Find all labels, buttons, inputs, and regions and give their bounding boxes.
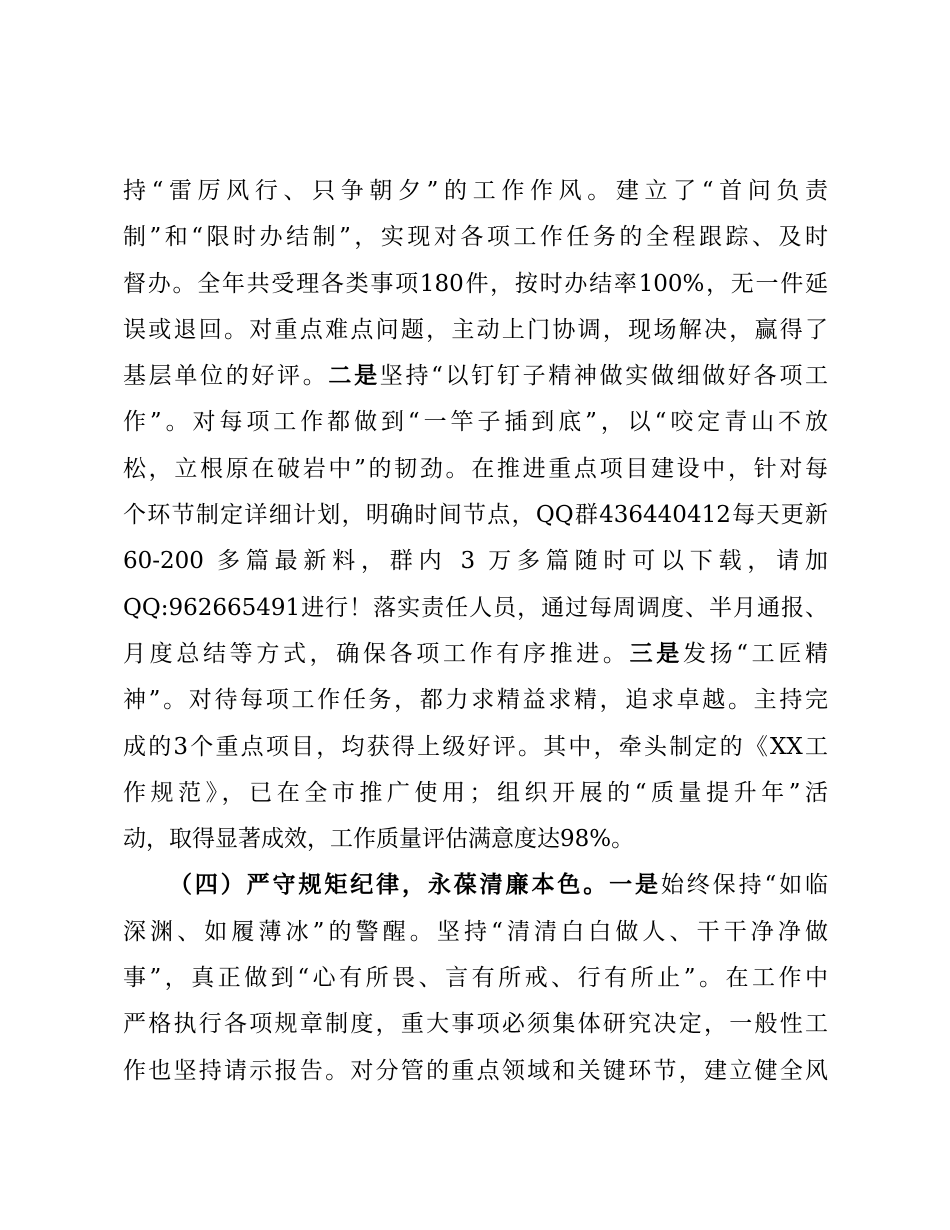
text-line-10	[123, 585, 828, 631]
text-run: 月度总结等方式，确保各项工作有序推进。	[123, 640, 630, 667]
bold-marker: 二是	[328, 362, 380, 390]
text-line-1	[123, 168, 828, 214]
text-run: 松，立根原在破岩中”的韧劲。在推进重点项目建设中，针对每	[123, 455, 828, 482]
section-heading: （四）严守规矩纪律，永葆清廉本色。	[169, 871, 610, 899]
text-run: 持“雷厉风行、只争朝夕”的工作作风。建立了“首问负责	[123, 178, 828, 204]
text-line-8	[123, 492, 828, 538]
text-line-13	[123, 724, 828, 770]
text-run: 作”。对每项工作都做到“一竿子插到底”，以“咬定青山不放	[123, 409, 828, 436]
text-run: 成的3个重点项目，均获得上级好评。其中，牵头制定的《XX工	[123, 733, 828, 760]
text-run: QQ:962665491进行！落实责任人员，通过每周调度、半月通报、	[123, 594, 828, 621]
bold-marker: 一是	[609, 871, 661, 899]
text-line-3	[123, 261, 828, 307]
text-line-2	[123, 214, 828, 260]
text-run: 制”和“限时办结制”，实现对各项工作任务的全程跟踪、及时	[123, 224, 828, 251]
text-run: 动，取得显著成效，工作质量评估满意度达98%。	[123, 826, 635, 853]
text-run: 基层单位的好评。	[123, 363, 329, 390]
text-line-12	[123, 677, 828, 723]
text-line-7	[123, 446, 828, 492]
text-line-17	[123, 909, 828, 955]
text-run: 事”，真正做到“心有所畏、言有所戒、行有所止”。在工作中	[123, 965, 828, 992]
text-run: 督办。全年共受理各类事项180件，按时办结率100%，无一件延	[123, 270, 828, 297]
document-body	[123, 168, 828, 1094]
text-run: 60-200 多篇最新料，群内 3 万多篇随时可以下载，请加	[123, 548, 828, 575]
text-run: 发扬“工匠精	[682, 640, 829, 667]
text-line-15	[123, 816, 828, 862]
text-line-11	[123, 631, 828, 677]
text-run: 神”。对待每项工作任务，都力求精益求精，追求卓越。主持完	[123, 687, 828, 714]
text-run: 作规范》，已在全市推广使用；组织开展的“质量提升年”活	[123, 779, 828, 806]
text-line-16	[123, 862, 828, 908]
text-line-20	[123, 1048, 828, 1094]
text-run: 始终保持“如临	[660, 872, 829, 899]
text-line-18	[123, 955, 828, 1001]
text-line-4	[123, 307, 828, 353]
text-run: 个环节制定详细计划，明确时间节点，QQ群436440412每天更新	[123, 502, 828, 529]
text-run: 作也坚持请示报告。对分管的重点领域和关键环节，建立健全风	[123, 1057, 828, 1084]
text-line-19	[123, 1001, 828, 1047]
text-line-14	[123, 770, 828, 816]
text-line-9	[123, 538, 828, 584]
text-run: 误或退回。对重点难点问题，主动上门协调，现场解决，赢得了	[123, 316, 828, 343]
bold-marker: 三是	[629, 639, 683, 667]
text-line-5	[123, 353, 828, 399]
text-run: 严格执行各项规章制度，重大事项必须集体研究决定，一般性工	[123, 1011, 828, 1038]
text-line-6	[123, 399, 828, 445]
text-run: 深渊、如履薄冰”的警醒。坚持“清清白白做人、干干净净做	[123, 918, 828, 945]
text-run: 坚持“以钉钉子精神做实做细做好各项工	[379, 363, 829, 390]
